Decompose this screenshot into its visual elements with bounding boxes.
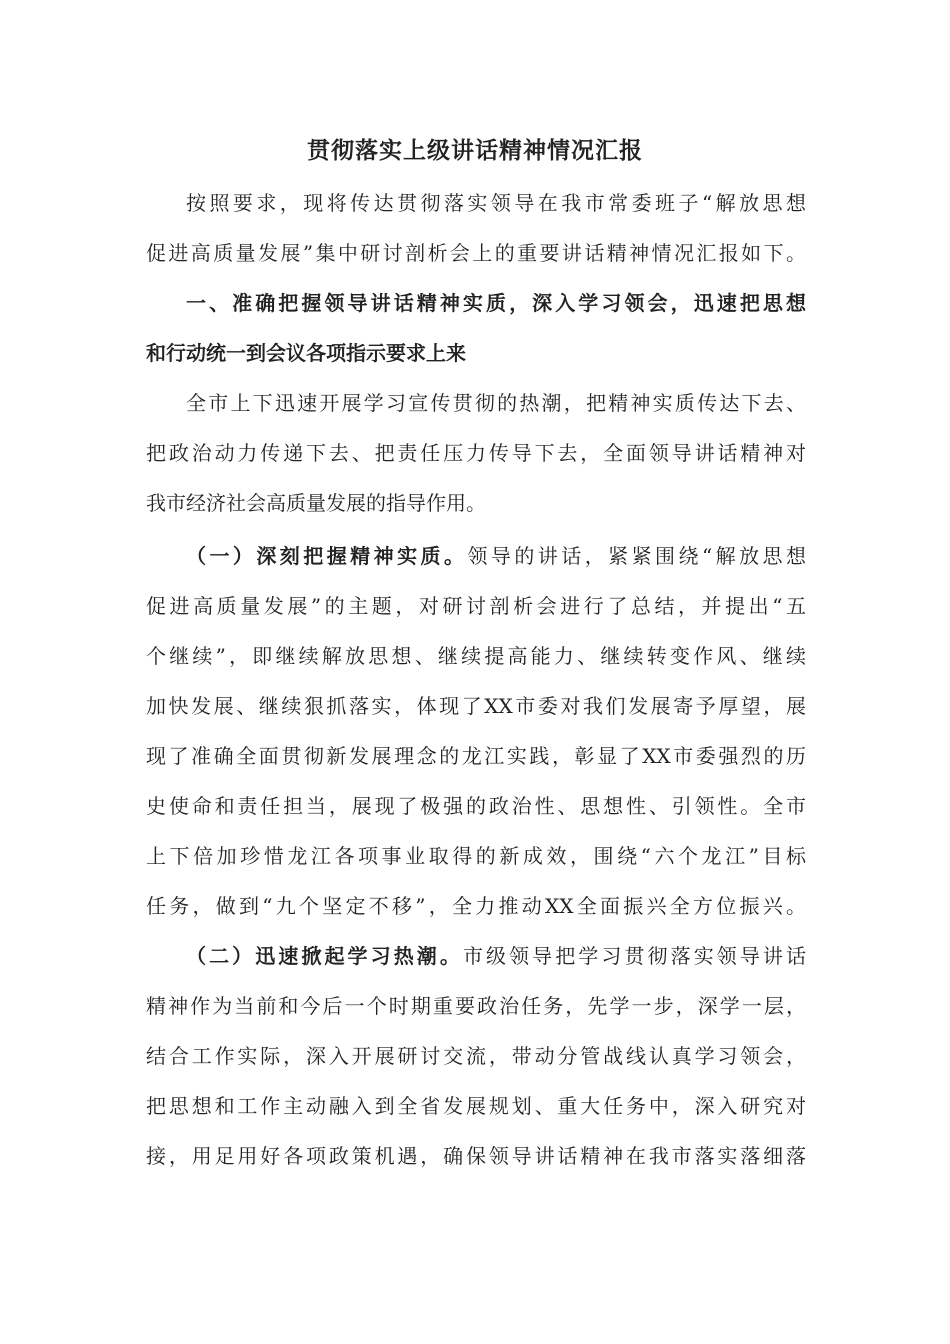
sub1-line-5: 现了准确全面贯彻新发展理念的龙江实践，彰显了XX市委强烈的历	[146, 744, 806, 768]
sub1-text: 领导的讲话，紧紧围绕“解放思想	[467, 544, 806, 568]
sub1-line-2: 促进高质量发展”的主题，对研讨剖析会进行了总结，并提出“五	[146, 594, 806, 618]
section1-para-line-3: 我市经济社会高质量发展的指导作用。	[146, 491, 486, 515]
document-title: 贯彻落实上级讲话精神情况汇报	[307, 137, 643, 164]
intro-line-1: 按照要求，现将传达贯彻落实领导在我市常委班子“解放思想	[186, 191, 806, 215]
sub2-line-4: 把思想和工作主动融入到全省发展规划、重大任务中，深入研究对	[146, 1094, 806, 1118]
sub2-line-1	[186, 941, 806, 971]
section1-heading-line-1: 一、准确把握领导讲话精神实质，深入学习领会，迅速把思想	[186, 291, 806, 315]
sub2-text: 市级领导把学习贯彻落实领导讲话	[462, 944, 807, 968]
section1-heading-line-2: 和行动统一到会议各项指示要求上来	[146, 341, 466, 365]
sub1-line-7: 上下倍加珍惜龙江各项事业取得的新成效，围绕“六个龙江”目标	[146, 844, 806, 868]
sub2-line-3: 结合工作实际，深入开展研讨交流，带动分管战线认真学习领会，	[146, 1044, 806, 1068]
sub2-line-5: 接，用足用好各项政策机遇，确保领导讲话精神在我市落实落细落	[146, 1144, 806, 1168]
sub2-line-2: 精神作为当前和今后一个时期重要政治任务，先学一步，深学一层，	[146, 994, 806, 1018]
intro-line-2: 促进高质量发展”集中研讨剖析会上的重要讲话精神情况汇报如下。	[146, 241, 806, 265]
sub1-line-6: 史使命和责任担当，展现了极强的政治性、思想性、引领性。全市	[146, 794, 806, 818]
sub2-lead: （二）迅速掀起学习热潮。	[186, 944, 463, 968]
sub1-line-1	[186, 541, 806, 571]
sub1-line-8: 任务，做到“九个坚定不移”，全力推动XX全面振兴全方位振兴。	[146, 894, 806, 918]
sub1-line-4: 加快发展、继续狠抓落实，体现了XX市委对我们发展寄予厚望，展	[146, 694, 806, 718]
sub1-line-3: 个继续”，即继续解放思想、继续提高能力、继续转变作风、继续	[146, 644, 806, 668]
section1-para-line-1: 全市上下迅速开展学习宣传贯彻的热潮，把精神实质传达下去、	[186, 391, 806, 415]
section1-para-line-2: 把政治动力传递下去、把责任压力传导下去，全面领导讲话精神对	[146, 441, 806, 465]
sub1-lead: （一）深刻把握精神实质。	[186, 544, 468, 568]
